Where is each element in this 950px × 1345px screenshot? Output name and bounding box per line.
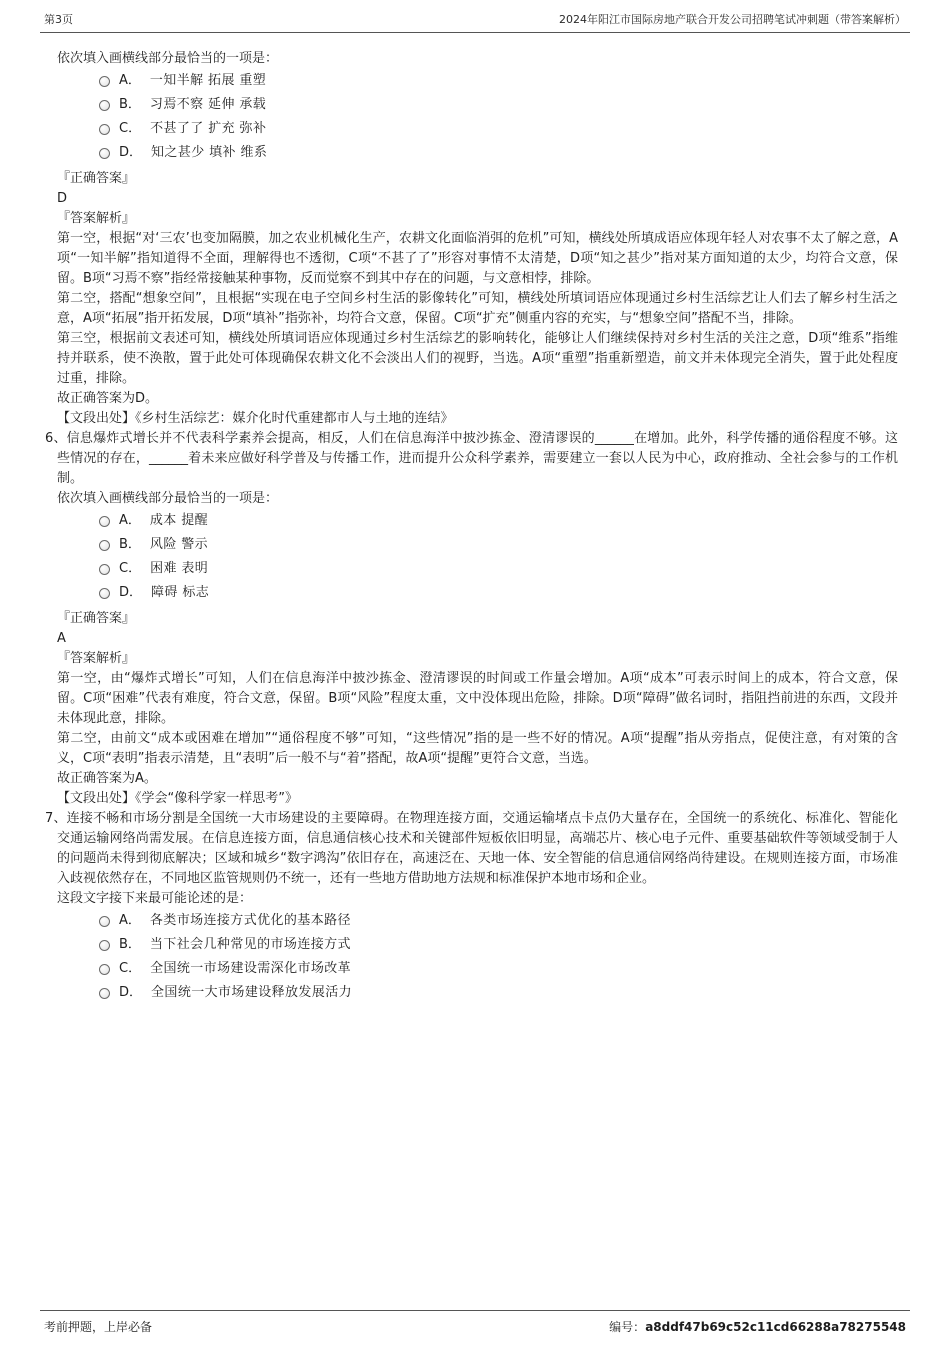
option-d[interactable] xyxy=(99,585,898,601)
analysis-paragraph: 第三空，根据前文表述可知，横线处所填词语应体现通过乡村生活综艺的影响转化，能够让人们继续保持对乡村生活的关注之意，D项“维系”指维持并联系，使不涣散，置于此处可体现确保农耕文化不会淡出人们的视野，当选。A项“重塑”指重新塑造，前文并未体现完全消失，置于此处程度过重，排除。 xyxy=(57,331,898,386)
analysis-paragraph: 第二空，搭配“想象空间”，且根据“实现在电子空间乡村生活的影像转化”可知，横线处所填词语应体现通过乡村生活综艺让人们去了解乡村生活之意，A项“拓展”指开拓发展，D项“填补”指弥补，均符合文意，保留。C项“扩充”侧重内容的充实，与“想象空间”搭配不当，排除。 xyxy=(57,291,898,326)
options-group xyxy=(57,513,898,601)
radio-icon[interactable] xyxy=(99,940,110,951)
option-c[interactable] xyxy=(99,961,898,977)
page-footer xyxy=(40,1310,910,1335)
question-prompt: 这段文字接下来最可能论述的是： xyxy=(57,891,253,906)
correct-answer-value: D xyxy=(57,191,68,206)
option-text: 风险 警示 xyxy=(149,537,209,552)
radio-icon[interactable] xyxy=(99,964,110,975)
option-text: 不甚了了 扩充 弥补 xyxy=(150,121,267,136)
option-b[interactable] xyxy=(99,937,898,953)
passage-source: 【文段出处】《乡村生活综艺：媒介化时代重建都市人与土地的连结》 xyxy=(57,411,454,426)
radio-icon[interactable] xyxy=(99,100,110,111)
option-label: B． xyxy=(119,937,141,952)
answer-conclusion: 故正确答案为A。 xyxy=(57,771,157,786)
question-prompt: 依次填入画横线部分最恰当的一项是： xyxy=(57,51,279,66)
option-label: B． xyxy=(119,97,141,112)
radio-icon[interactable] xyxy=(99,148,110,159)
radio-icon[interactable] xyxy=(99,588,110,599)
passage-source: 【文段出处】《学会“像科学家一样思考”》 xyxy=(57,791,298,806)
option-d[interactable] xyxy=(99,985,898,1001)
option-a[interactable] xyxy=(99,73,898,89)
option-label: A． xyxy=(119,513,141,528)
option-b[interactable] xyxy=(99,97,898,113)
option-text: 障碍 标志 xyxy=(151,585,210,600)
question-7 xyxy=(45,809,898,1001)
option-a[interactable] xyxy=(99,513,898,529)
radio-icon[interactable] xyxy=(99,564,110,575)
option-text: 习焉不察 延伸 承载 xyxy=(149,97,267,112)
question-stem: 6、信息爆炸式增长并不代表科学素养会提高，相反，人们在信息海洋中披沙拣金、澄清谬误的______在增加。此外，科学传播的通俗程度不够。这些情况的存在，______着未来应做好科学普及与传播工作，进而提升公众科学素养，需要建立一套以人民为中心，政府推动、全社会参与的工作机制。 xyxy=(45,431,898,486)
answer-conclusion: 故正确答案为D。 xyxy=(57,391,159,406)
options-group xyxy=(57,913,898,1001)
options-group xyxy=(57,73,898,161)
page-header xyxy=(40,0,910,33)
page-number: 第3页 xyxy=(44,13,73,26)
option-label: C． xyxy=(119,961,142,976)
radio-icon[interactable] xyxy=(99,988,110,999)
serial-label: 编号： xyxy=(609,1320,646,1334)
option-text: 知之甚少 填补 维系 xyxy=(151,145,268,160)
option-text: 各类市场连接方式优化的基本路径 xyxy=(149,913,351,928)
radio-icon[interactable] xyxy=(99,540,110,551)
footer-serial xyxy=(609,1318,906,1335)
option-c[interactable] xyxy=(99,121,898,137)
option-text: 困难 表明 xyxy=(150,561,209,576)
analysis-label: 『答案解析』 xyxy=(57,211,136,226)
option-label: C． xyxy=(119,561,142,576)
analysis-label: 『答案解析』 xyxy=(57,651,136,666)
option-label: D． xyxy=(119,585,143,600)
footer-slogan: 考前押题，上岸必备 xyxy=(44,1320,153,1334)
question-6 xyxy=(45,429,898,809)
analysis-paragraph: 第二空，由前文“成本或困难在增加”“通俗程度不够”可知，“这些情况”指的是一些不好的情况。A项“提醒”指从旁指点，促使注意，有对策的含义，C项“表明”指表示清楚，且“表明”后一般不与“着”搭配，故A项“提醒”更符合文意，当选。 xyxy=(57,731,898,766)
option-label: D． xyxy=(119,985,143,1000)
analysis-paragraph: 第一空，根据“对‘三农’也变加隔膜，加之农业机械化生产，农耕文化面临消弭的危机”可知，横线处所填成语应体现年轻人对农事不太了解之意，A项“一知半解”指知道得不全面，理解得也不透彻，C项“不甚了了”形容对事情不太清楚，D项“知之甚少”指对某方面知道的太少，均符合文意，保留。B项“习焉不察”指经常接触某种事物，反而觉察不到其中存在的问题，与文意相悖，排除。 xyxy=(57,231,898,286)
correct-answer-label: 『正确答案』 xyxy=(57,171,136,186)
option-c[interactable] xyxy=(99,561,898,577)
option-label: A． xyxy=(119,73,141,88)
correct-answer-value: A xyxy=(57,631,66,646)
option-a[interactable] xyxy=(99,913,898,929)
radio-icon[interactable] xyxy=(99,124,110,135)
radio-icon[interactable] xyxy=(99,516,110,527)
option-text: 全国统一市场建设需深化市场改革 xyxy=(150,961,352,976)
option-text: 成本 提醒 xyxy=(149,513,209,528)
question-prompt: 依次填入画横线部分最恰当的一项是： xyxy=(57,491,279,506)
option-label: A． xyxy=(119,913,141,928)
option-d[interactable] xyxy=(99,145,898,161)
correct-answer-label: 『正确答案』 xyxy=(57,611,136,626)
option-label: D． xyxy=(119,145,143,160)
option-text: 当下社会几种常见的市场连接方式 xyxy=(149,937,351,952)
option-text: 全国统一大市场建设释放发展活力 xyxy=(151,985,353,1000)
question-5-continued xyxy=(57,49,898,429)
option-b[interactable] xyxy=(99,537,898,553)
option-text: 一知半解 拓展 重塑 xyxy=(149,73,267,88)
radio-icon[interactable] xyxy=(99,916,110,927)
option-label: C． xyxy=(119,121,142,136)
page-content xyxy=(0,33,950,1001)
analysis-paragraph: 第一空，由“爆炸式增长”可知，人们在信息海洋中披沙拣金、澄清谬误的时间或工作量会增加。A项“成本”可表示时间上的成本，符合文意，保留。C项“困难”代表有难度，符合文意，保留。B项“风险”程度太重，文中没体现出危险，排除。D项“障碍”做名词时，指阻挡前进的东西，文段并未体现此意，排除。 xyxy=(57,671,898,726)
radio-icon[interactable] xyxy=(99,76,110,87)
option-label: B． xyxy=(119,537,141,552)
serial-value: a8ddf47b69c52c11cd66288a78275548 xyxy=(645,1320,906,1334)
question-stem: 7、连接不畅和市场分割是全国统一大市场建设的主要障碍。在物理连接方面，交通运输堵点卡点仍大量存在，全国统一的系统化、标准化、智能化交通运输网络尚需发展。在信息连接方面，信息通信核心技术和关键部件短板依旧明显，高端芯片、核心电子元件、重要基础软件等领域受制于人的问题尚未得到彻底解决；区域和城乡“数字鸿沟”依旧存在，高速泛在、天地一体、安全智能的信息通信网络尚待建设。在规则连接方面，市场准入歧视依然存在，不同地区监管规则仍不统一，还有一些地方借助地方法规和标准保护本地市场和企业。 xyxy=(45,811,898,886)
document-title: 2024年阳江市国际房地产联合开发公司招聘笔试冲刺题（带答案解析） xyxy=(559,13,906,26)
